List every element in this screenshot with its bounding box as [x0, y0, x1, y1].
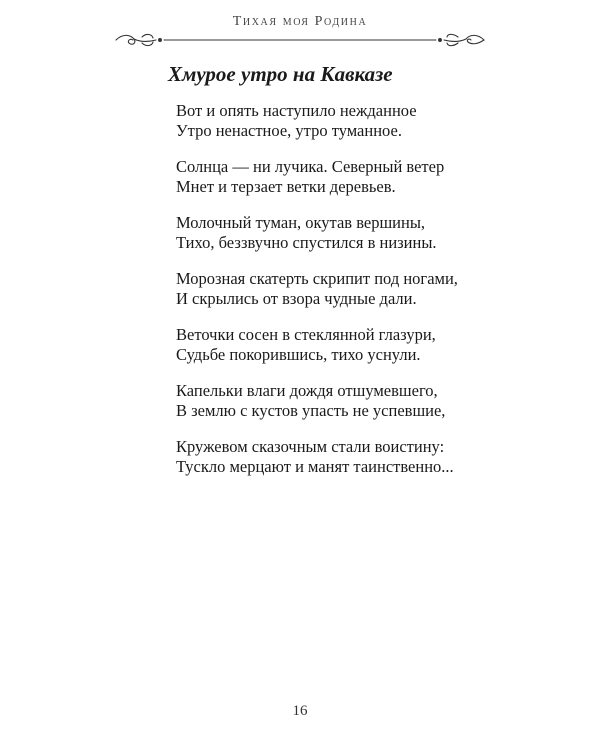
stanza — [176, 437, 506, 477]
poem-line: В землю с кустов упасть не успевшие, — [176, 401, 446, 420]
poem-line: Солнца — ни лучика. Северный ветер — [176, 157, 445, 176]
poem-line: Морозная скатерть скрипит под ногами, — [176, 269, 458, 288]
poem-line: И скрылись от взора чудные дали. — [176, 289, 417, 308]
poem-line: Тихо, беззвучно спустился в низины. — [176, 233, 437, 252]
poem-line: Утро ненастное, утро туманное. — [176, 121, 402, 140]
stanza — [176, 325, 506, 365]
stanza — [176, 213, 506, 253]
stanza — [176, 269, 506, 309]
poem-line: Судьбе покорившись, тихо уснули. — [176, 345, 421, 364]
page-number: 16 — [292, 703, 308, 719]
stanza — [176, 381, 506, 421]
flourish-divider-icon — [112, 28, 488, 52]
poem-line: Капельки влаги дождя отшумевшего, — [176, 381, 438, 400]
poem-line: Тускло мерцают и манят таинственно... — [176, 457, 454, 476]
poem-body — [176, 101, 506, 493]
poem-line: Веточки сосен в стеклянной глазури, — [176, 325, 436, 344]
stanza — [176, 157, 506, 197]
poem-line: Кружевом сказочным стали воистину: — [176, 437, 445, 456]
poem-line: Вот и опять наступило нежданное — [176, 101, 417, 120]
stanza — [176, 101, 506, 141]
poem-line: Мнет и терзает ветки деревьев. — [176, 177, 396, 196]
poem-line: Молочный туман, окутав вершины, — [176, 213, 426, 232]
poem-title: Хмурое утро на Кавказе — [168, 62, 393, 86]
running-head: Тихая моя Родина — [232, 14, 368, 29]
